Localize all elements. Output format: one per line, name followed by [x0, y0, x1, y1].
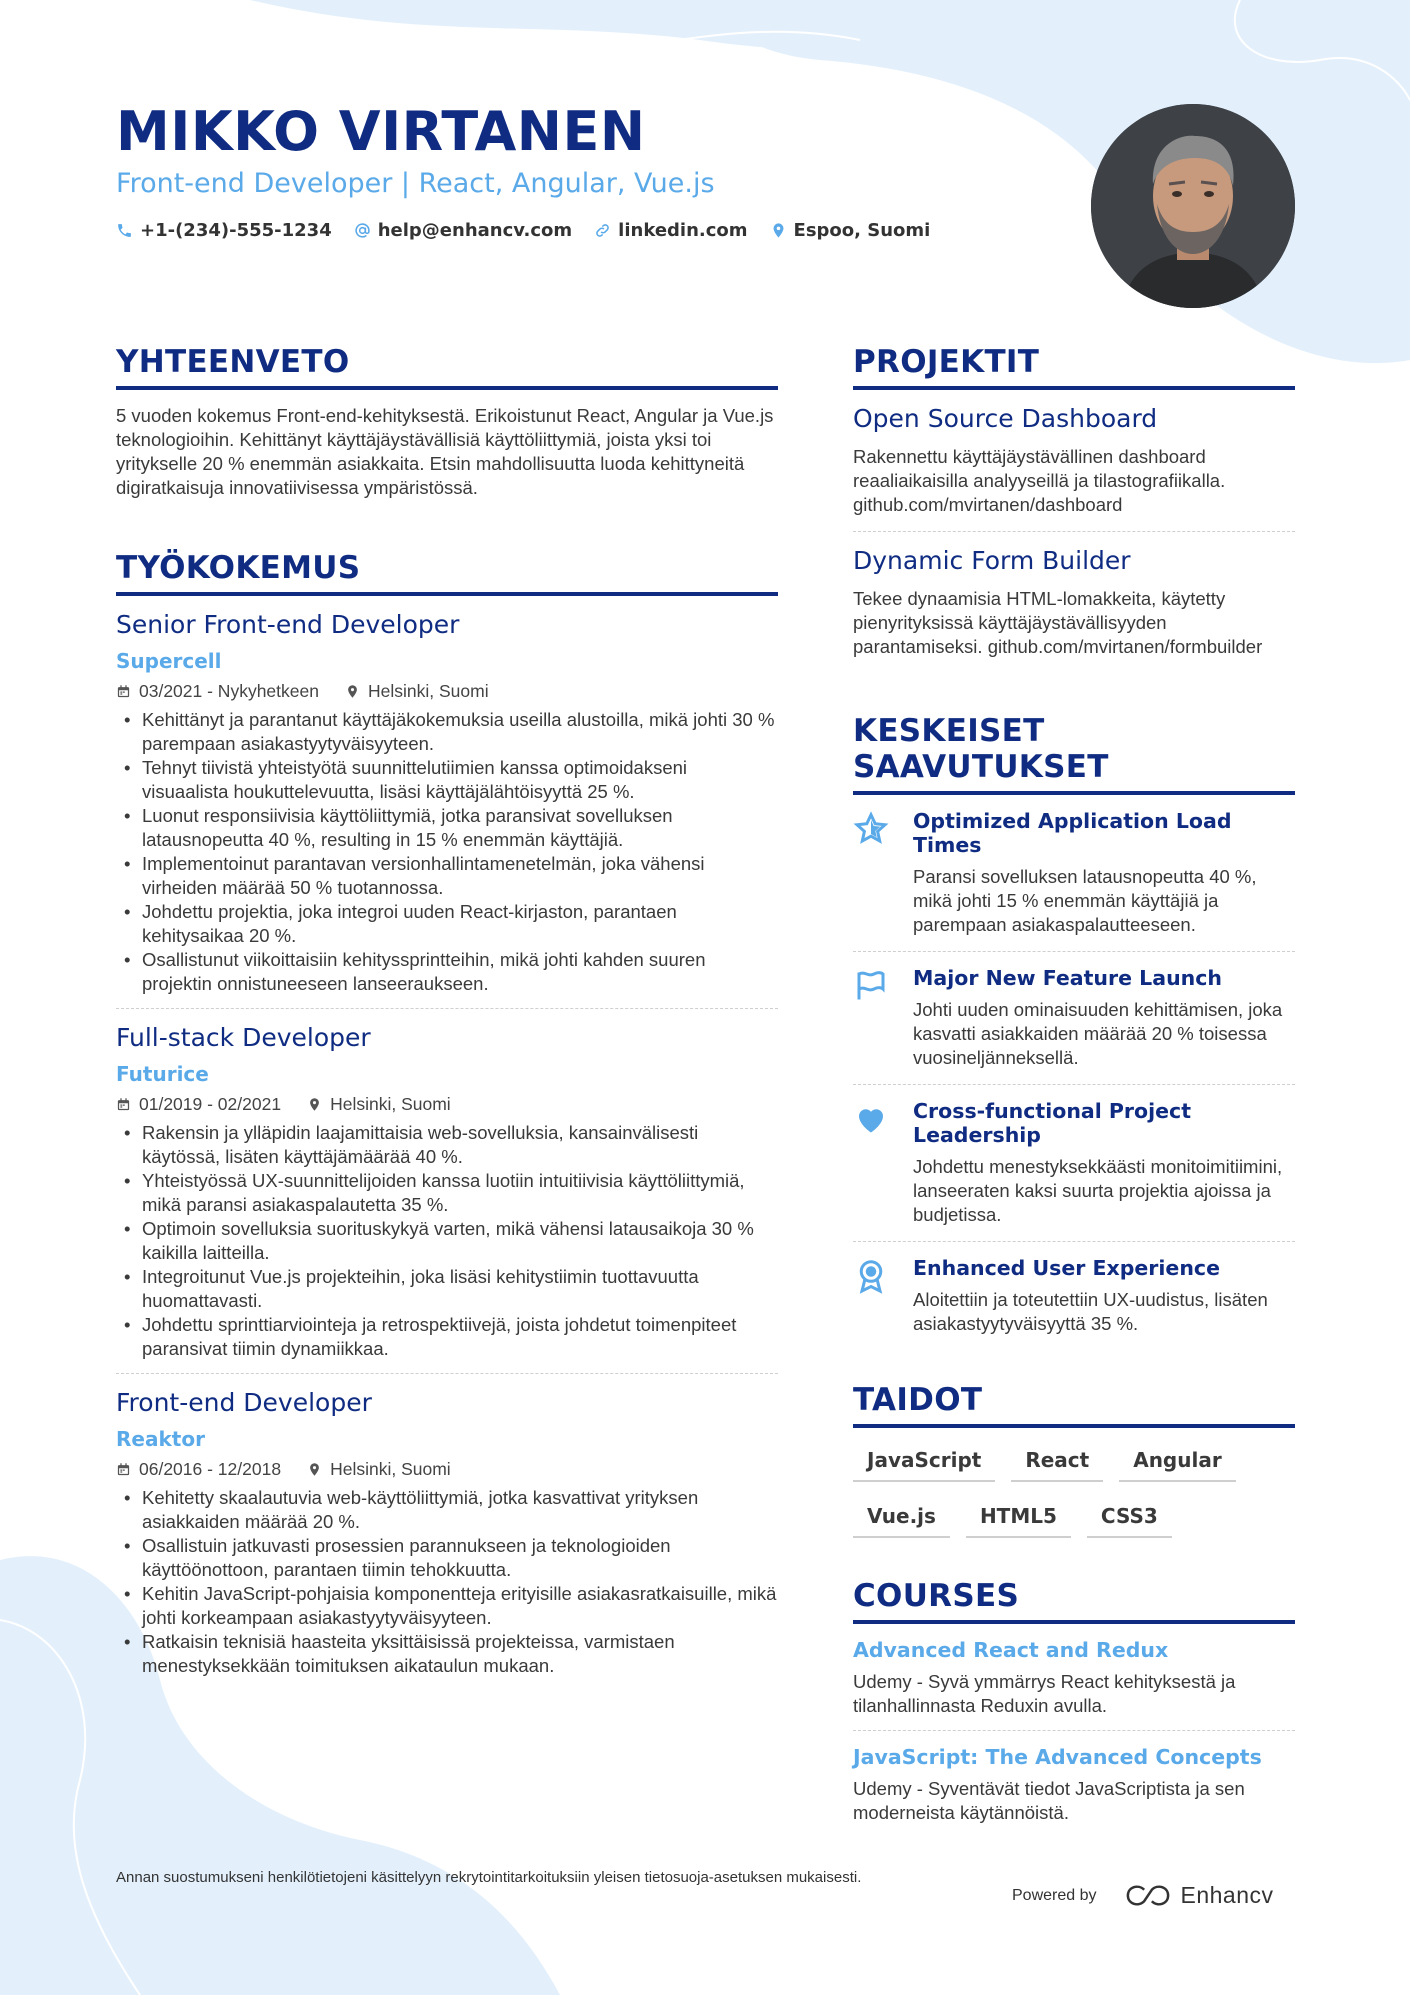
project-title: Dynamic Form Builder — [853, 546, 1131, 575]
experience-section — [116, 550, 778, 1690]
star-icon — [853, 811, 889, 847]
experience-title: TYÖKOKEMUS — [116, 550, 778, 596]
project-text: Tekee dynaamisia HTML-lomakkeita, käytetty pienyrityksissä käyttäjäystävällisyyden parantamiseksi. github.com/mvirtanen/formbuilder — [853, 588, 1263, 657]
contact-linkedin-text: linkedin.com — [618, 220, 748, 241]
job-entry — [116, 1388, 778, 1690]
link-icon — [594, 222, 611, 239]
skill-tag: React — [1011, 1442, 1103, 1482]
job-dates-text: 03/2021 - Nykyhetkeen — [139, 681, 319, 701]
job-location-text: Helsinki, Suomi — [367, 681, 489, 701]
skill-tag: CSS3 — [1087, 1498, 1172, 1538]
project-entry — [853, 546, 1295, 673]
skill-tag: Vue.js — [853, 1498, 950, 1538]
location-icon — [307, 1097, 322, 1112]
achievement-icon-wrap — [853, 1099, 893, 1227]
enhancv-logo-icon — [1125, 1884, 1171, 1907]
course-text: Udemy - Syvä ymmärrys React kehityksestä ja tilanhallinnasta Reduxin avulla. — [853, 1671, 1236, 1716]
achievement-entry — [853, 809, 1295, 952]
achievement-entry — [853, 1256, 1295, 1350]
summary-section — [116, 344, 778, 500]
job-meta — [116, 681, 778, 702]
contact-location — [770, 220, 931, 241]
achievement-text: Johdettu menestyksekkäästi monitoimitiimini, lanseeraten kaksi suurta projektia ajoissa ja budjetissa. — [913, 1156, 1283, 1225]
job-bullets — [116, 1486, 778, 1678]
bullet-item: • Ratkaisin teknisiä haasteita yksittäisissä projekteissa, varmistaen menestyksekkään toimituksen aikataulun mukaan. — [116, 1630, 778, 1678]
bullet-item: • Implementoinut parantavan versionhallintamenetelmän, joka vähensi virheiden määrää 50 % tuotannossa. — [116, 852, 778, 900]
calendar-icon — [116, 684, 131, 699]
job-dates — [116, 1459, 281, 1480]
courses-section — [853, 1578, 1295, 1837]
project-text: Rakennettu käyttäjäystävällinen dashboard reaaliaikaisilla analyyseillä ja tilastografiikalla. github.com/mvirtanen/dashboard — [853, 446, 1226, 515]
contact-email-text: help@enhancv.com — [377, 220, 573, 241]
candidate-subtitle: Front-end Developer | React, Angular, Vue.js — [116, 168, 715, 199]
achievement-title: Optimized Application Load Times — [913, 809, 1232, 857]
consent-note: Annan suostumukseni henkilötietojeni käsittelyyn rekrytointitarkoituksiin yleisen tietosuoja-asetuksen mukaisesti. — [116, 1869, 862, 1886]
contact-linkedin[interactable] — [594, 220, 747, 241]
avatar-portrait — [1091, 104, 1295, 308]
calendar-icon — [116, 1097, 131, 1112]
bullet-item: • Optimoin sovelluksia suorituskykyä varten, mikä vähensi latausaikoja 30 % kaikilla laitteilla. — [116, 1217, 778, 1265]
summary-text: 5 vuoden kokemus Front-end-kehityksestä. Erikoistunut React, Angular ja Vue.js teknologioihin. Kehittänyt käyttäjäystävällisiä käyttöliittymiä, joista yksi toi yritykselle 20 % enemmän asiakkaita. Etsin mahdollisuutta luoda kehittyneitä digiratkaisuja innovatiivisessa ympäristössä. — [116, 405, 774, 498]
bullet-item: • Rakensin ja ylläpidin laajamittaisia web-sovelluksia, kansainvälisesti käytössä, lisäten käyttäjämäärää 40 %. — [116, 1121, 778, 1169]
right-column — [853, 344, 1295, 1851]
course-entry — [853, 1638, 1295, 1731]
achievement-body — [913, 1256, 1295, 1336]
at-icon — [354, 222, 371, 239]
bullet-item: • Kehitetty skaalautuvia web-käyttöliittymiä, jotka kasvattivat yrityksen asiakkaiden määrää 20 %. — [116, 1486, 778, 1534]
projects-section — [853, 344, 1295, 673]
bullet-item: • Luonut responsiivisia käyttöliittymiä, jotka paransivat sovelluksen latausnopeutta 40 %, resulting in 15 % enemmän käyttäjiä. — [116, 804, 778, 852]
job-dates-text: 01/2019 - 02/2021 — [139, 1094, 282, 1114]
location-icon — [770, 222, 787, 239]
achievement-icon-wrap — [853, 1256, 893, 1336]
avatar — [1091, 104, 1295, 308]
contact-email[interactable] — [354, 220, 572, 241]
achievement-entry — [853, 1099, 1295, 1242]
bullet-item: • Osallistunut viikoittaisiin kehityssprintteihin, mikä johti kahden suuren projektin onnistuneeseen lanseeraukseen. — [116, 948, 778, 996]
job-meta — [116, 1459, 778, 1480]
job-location — [345, 681, 489, 702]
job-location-text: Helsinki, Suomi — [330, 1094, 451, 1114]
job-entry — [116, 610, 778, 1009]
course-title: Advanced React and Redux — [853, 1638, 1169, 1662]
bullet-item: • Tehnyt tiivistä yhteistyötä suunnittelutiimien kanssa optimoidakseni visuaalista houkuttelevuutta, lisäsi käyttäjälähtöisyyttä 25 %. — [116, 756, 778, 804]
achievement-body — [913, 809, 1295, 937]
contact-location-text: Espoo, Suomi — [793, 220, 931, 241]
job-meta — [116, 1094, 778, 1115]
job-location — [307, 1094, 451, 1115]
course-title: JavaScript: The Advanced Concepts — [853, 1745, 1262, 1769]
bullet-item: • Osallistuin jatkuvasti prosessien parannukseen ja teknologioiden käyttöönottoon, parantaen tiimin tehokkuutta. — [116, 1534, 778, 1582]
contact-phone-text: +1-(234)-555-1234 — [140, 220, 332, 241]
job-dates — [116, 681, 319, 702]
job-dates-text: 06/2016 - 12/2018 — [139, 1459, 282, 1479]
projects-title: PROJEKTIT — [853, 344, 1295, 390]
flag-icon — [853, 968, 889, 1004]
heart-icon — [853, 1101, 889, 1137]
courses-title: COURSES — [853, 1578, 1295, 1624]
contact-list — [116, 220, 930, 241]
skills-section — [853, 1382, 1295, 1538]
achievement-text: Aloitettiin ja toteutettiin UX-uudistus, lisäten asiakastyytyväisyyttä 35 %. — [913, 1289, 1268, 1334]
bullet-item: • Integroitunut Vue.js projekteihin, joka lisäsi kehitystiimin tuottavuutta huomattavasti. — [116, 1265, 778, 1313]
achievement-title: Enhanced User Experience — [913, 1256, 1220, 1280]
achievement-body — [913, 966, 1295, 1070]
achievements-title: KESKEISET SAAVUTUKSET — [853, 713, 1295, 795]
bullet-item: • Kehittänyt ja parantanut käyttäjäkokemuksia useilla alustoilla, mikä johti 30 % parempaan asiakastyytyväisyyteen. — [116, 708, 778, 756]
brand-name: Enhancv — [1180, 1882, 1274, 1908]
skill-tag: Angular — [1119, 1442, 1236, 1482]
job-location-text: Helsinki, Suomi — [330, 1459, 451, 1479]
skill-tag: JavaScript — [853, 1442, 995, 1482]
job-title: Full-stack Developer — [116, 1023, 371, 1052]
course-text: Udemy - Syventävät tiedot JavaScriptista ja sen moderneista käytännöistä. — [853, 1778, 1245, 1823]
job-company: Futurice — [116, 1062, 209, 1086]
job-location — [307, 1459, 451, 1480]
project-entry — [853, 404, 1295, 532]
calendar-icon — [116, 1462, 131, 1477]
bullet-item: • Johdettu sprinttiarviointeja ja retrospektiivejä, joista johdetut toimenpiteet paransivat tiimin dynamiikkaa. — [116, 1313, 778, 1361]
left-column — [116, 344, 778, 1704]
bullet-item: • Yhteistyössä UX-suunnittelijoiden kanssa luotiin intuitiivisia käyttöliittymiä, mikä paransi asiakaspalautetta 35 %. — [116, 1169, 778, 1217]
course-entry — [853, 1745, 1295, 1837]
achievement-entry — [853, 966, 1295, 1085]
achievement-text: Paransi sovelluksen latausnopeutta 40 %, mikä johti 15 % enemmän käyttäjiä ja parempaan asiakaspalautteeseen. — [913, 866, 1257, 935]
achievement-icon-wrap — [853, 966, 893, 1070]
location-icon — [307, 1462, 322, 1477]
achievement-text: Johti uuden ominaisuuden kehittämisen, joka kasvatti asiakkaiden määrää 20 % toisessa vuosineljänneksellä. — [913, 999, 1283, 1068]
job-bullets — [116, 1121, 778, 1361]
powered-by[interactable] — [1012, 1882, 1274, 1909]
powered-by-label: Powered by — [1012, 1886, 1097, 1904]
phone-icon — [116, 222, 133, 239]
job-title: Senior Front-end Developer — [116, 610, 460, 639]
achievement-body — [913, 1099, 1295, 1227]
project-title: Open Source Dashboard — [853, 404, 1158, 433]
bullet-item: • Johdettu projektia, joka integroi uuden React-kirjaston, parantaen kehitysaikaa 20 %. — [116, 900, 778, 948]
achievement-icon-wrap — [853, 809, 893, 937]
job-dates — [116, 1094, 281, 1115]
contact-phone[interactable] — [116, 220, 332, 241]
brand-logo — [1125, 1882, 1274, 1909]
job-entry — [116, 1023, 778, 1374]
job-company: Reaktor — [116, 1427, 205, 1451]
achievement-title: Cross-functional Project Leadership — [913, 1099, 1192, 1147]
bullet-item: • Kehitin JavaScript-pohjaisia komponentteja erityisille asiakasratkaisuille, mikä johti korkeampaan asiakastyytyväisyyteen. — [116, 1582, 778, 1630]
skill-tag: HTML5 — [966, 1498, 1071, 1538]
award-icon — [853, 1258, 889, 1294]
job-company: Supercell — [116, 649, 222, 673]
summary-title: YHTEENVETO — [116, 344, 778, 390]
candidate-name: MIKKO VIRTANEN — [116, 100, 646, 163]
location-icon — [345, 684, 360, 699]
job-title: Front-end Developer — [116, 1388, 372, 1417]
job-bullets — [116, 708, 778, 996]
skills-title: TAIDOT — [853, 1382, 1295, 1428]
achievement-title: Major New Feature Launch — [913, 966, 1223, 990]
skills-list — [853, 1442, 1295, 1538]
achievements-section — [853, 713, 1295, 1350]
